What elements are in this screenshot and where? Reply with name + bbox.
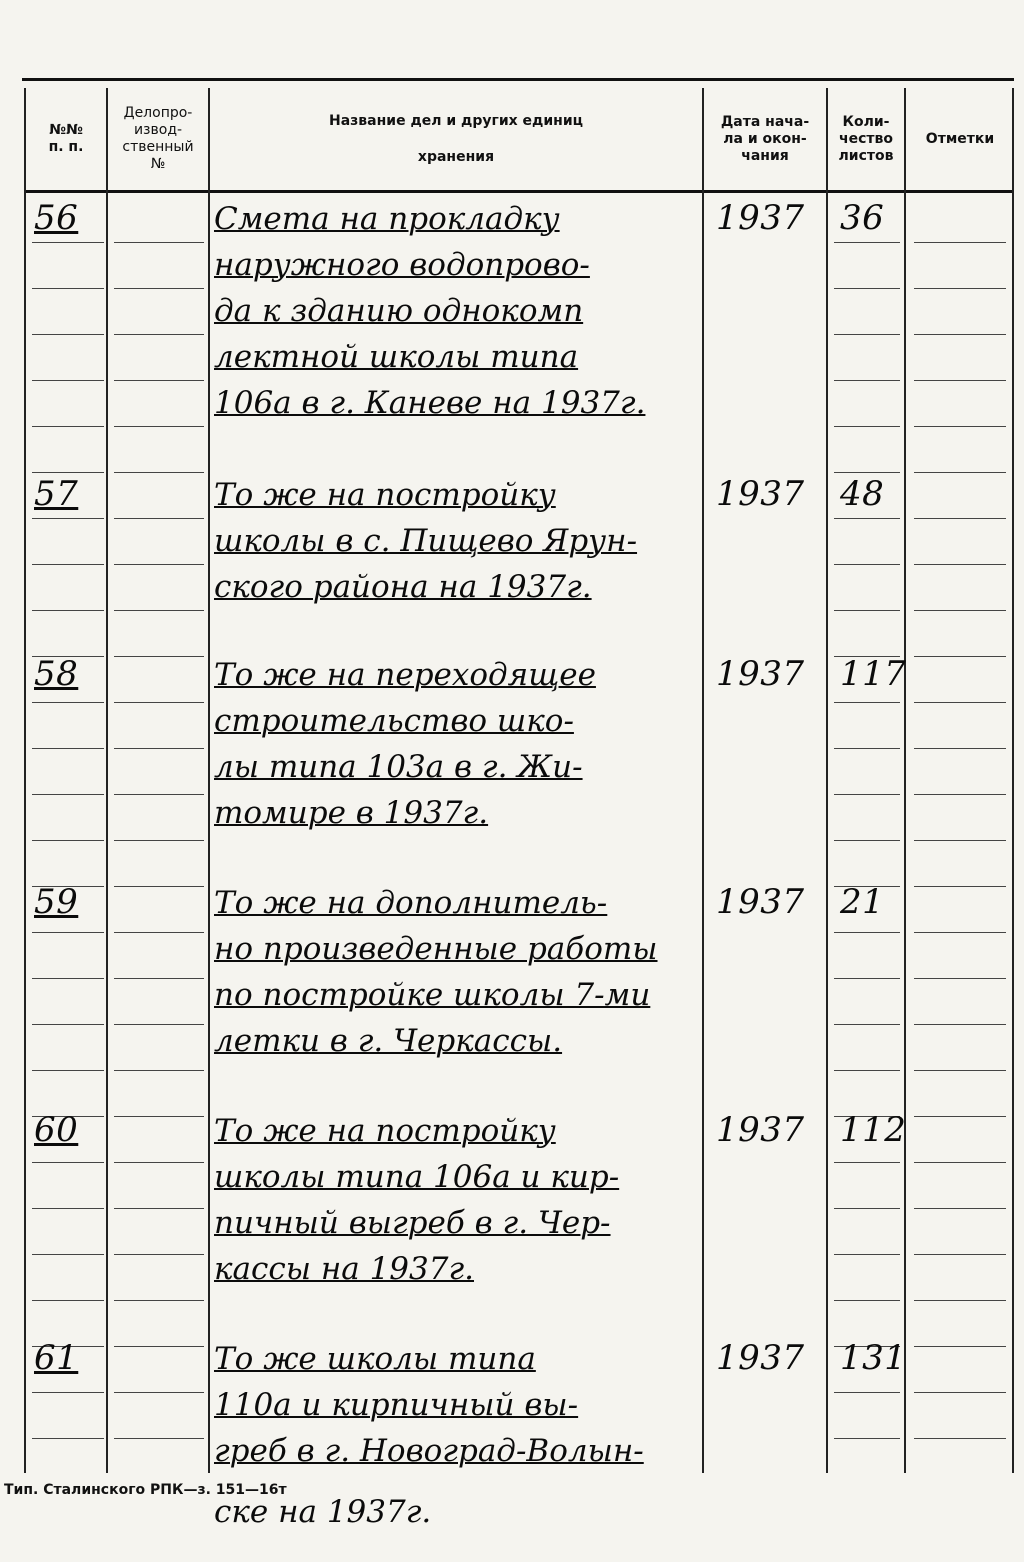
ruled-line <box>32 840 104 841</box>
header-office-num: Делопро- извод- ственный № <box>122 105 194 172</box>
ruled-line <box>914 518 1006 519</box>
entry-title-line: То же на дополнитель- <box>214 885 608 921</box>
ruled-line <box>914 1392 1006 1393</box>
entry-title-line: ского района на 1937г. <box>214 569 592 605</box>
header-sheet-count: Коли- чество листов <box>838 113 894 164</box>
entry-title-line: наружного водопрово- <box>214 247 590 283</box>
ruled-line <box>32 978 104 979</box>
ruled-line <box>834 1070 900 1071</box>
column-divider <box>24 88 26 1473</box>
entry-title-line: летки в г. Черкассы. <box>214 1023 563 1059</box>
ruled-line <box>834 1438 900 1439</box>
ruled-line <box>834 426 900 427</box>
ruled-line <box>114 288 204 289</box>
entry-year: 1937 <box>716 474 805 514</box>
ruled-line <box>914 472 1006 473</box>
ruled-line <box>834 610 900 611</box>
ruled-line <box>114 1208 204 1209</box>
ruled-line <box>834 1392 900 1393</box>
ruled-line <box>32 426 104 427</box>
ruled-line <box>914 1070 1006 1071</box>
ruled-line <box>114 794 204 795</box>
ruled-line <box>114 564 204 565</box>
ruled-line <box>114 472 204 473</box>
ruled-line <box>834 1254 900 1255</box>
entry-sheet-count: 36 <box>840 198 885 238</box>
ruled-line <box>114 748 204 749</box>
entry-year: 1937 <box>716 1110 805 1150</box>
column-divider <box>106 88 108 1473</box>
ruled-line <box>914 886 1006 887</box>
entry-title-line: да к зданию однокомп <box>214 293 584 329</box>
ruled-line <box>114 1116 204 1117</box>
ruled-line <box>914 794 1006 795</box>
entry-number: 57 <box>34 474 79 514</box>
ruled-line <box>114 702 204 703</box>
ruled-line <box>834 932 900 933</box>
entry-title-line: томире в 1937г. <box>214 795 489 831</box>
ruled-line <box>914 1024 1006 1025</box>
ruled-line <box>834 242 900 243</box>
ruled-line <box>32 1024 104 1025</box>
ruled-line <box>32 518 104 519</box>
entry-title-line: школы в с. Пищево Ярун- <box>214 523 638 559</box>
entry-title-line: Смета на прокладку <box>214 201 560 237</box>
ruled-line <box>914 656 1006 657</box>
ruled-line <box>32 472 104 473</box>
ruled-line <box>32 564 104 565</box>
entry-sheet-count: 131 <box>840 1338 907 1378</box>
ruled-line <box>834 518 900 519</box>
entry-title-line: То же школы типа <box>214 1341 536 1377</box>
column-divider <box>1012 88 1014 1473</box>
ruled-line <box>114 978 204 979</box>
ruled-line <box>914 1116 1006 1117</box>
ruled-line <box>834 702 900 703</box>
ruled-line <box>114 932 204 933</box>
column-divider <box>208 88 210 1473</box>
ruled-line <box>834 748 900 749</box>
ruled-line <box>32 1392 104 1393</box>
entry-title-line: То же на переходящее <box>214 657 596 693</box>
ruled-line <box>114 656 204 657</box>
entry-title-line: строительство шко- <box>214 703 574 739</box>
ruled-line <box>32 1438 104 1439</box>
ruled-line <box>32 288 104 289</box>
ruled-line <box>834 380 900 381</box>
ruled-line <box>914 334 1006 335</box>
ruled-line <box>32 1254 104 1255</box>
ruled-line <box>114 1300 204 1301</box>
ruled-line <box>32 1208 104 1209</box>
ruled-line <box>114 840 204 841</box>
entry-sheet-count: 112 <box>840 1110 907 1150</box>
entry-title-line: но произведенные работы <box>214 931 658 967</box>
ruled-line <box>914 380 1006 381</box>
entry-title-line: по постройке школы 7-ми <box>214 977 651 1013</box>
ruled-line <box>914 564 1006 565</box>
ruled-line <box>834 288 900 289</box>
entry-title-line: школы типа 106а и кир- <box>214 1159 620 1195</box>
ruled-line <box>914 840 1006 841</box>
ruled-line <box>914 932 1006 933</box>
ruled-line <box>834 840 900 841</box>
ruled-line <box>834 1162 900 1163</box>
entry-year: 1937 <box>716 198 805 238</box>
ruled-line <box>32 1300 104 1301</box>
ruled-line <box>834 1300 900 1301</box>
ruled-line <box>914 1162 1006 1163</box>
header-rule <box>26 190 1014 193</box>
ruled-line <box>32 748 104 749</box>
header-num: №№ п. п. <box>48 122 84 155</box>
ruled-line <box>914 978 1006 979</box>
ruled-line <box>914 702 1006 703</box>
ruled-line <box>914 1346 1006 1347</box>
entry-sheet-count: 48 <box>840 474 885 514</box>
ruled-line <box>114 1254 204 1255</box>
entry-number: 61 <box>34 1338 79 1378</box>
ruled-line <box>114 1070 204 1071</box>
ruled-line <box>114 1392 204 1393</box>
ruled-line <box>114 1024 204 1025</box>
ruled-line <box>114 1438 204 1439</box>
entry-year: 1937 <box>716 1338 805 1378</box>
entry-title-line: 110а и кирпичный вы- <box>214 1387 579 1423</box>
entry-title-line: лектной школы типа <box>214 339 579 375</box>
ruled-line <box>114 426 204 427</box>
ruled-line <box>114 242 204 243</box>
ruled-line <box>114 886 204 887</box>
ruled-line <box>914 1208 1006 1209</box>
header-dates: Дата нача- ла и окон- чания <box>720 113 810 164</box>
ruled-line <box>32 610 104 611</box>
ruled-line <box>114 610 204 611</box>
entry-number: 59 <box>34 882 79 922</box>
ruled-line <box>834 978 900 979</box>
entry-number: 56 <box>34 198 79 238</box>
ruled-line <box>914 426 1006 427</box>
ruled-line <box>114 334 204 335</box>
ruled-line <box>834 794 900 795</box>
ruled-line <box>32 1162 104 1163</box>
entry-title-line: греб в г. Новоград-Волын- <box>214 1433 644 1469</box>
header-notes: Отметки <box>925 130 995 147</box>
ruled-line <box>914 288 1006 289</box>
entry-sheet-count: 21 <box>840 882 885 922</box>
entry-year: 1937 <box>716 882 805 922</box>
printer-imprint: Тип. Сталинского РПК—з. 151—16т <box>4 1482 287 1498</box>
ruled-line <box>914 748 1006 749</box>
ruled-line <box>114 1162 204 1163</box>
header-title: Название дел и других единиц хранения <box>328 113 584 165</box>
column-divider <box>826 88 828 1473</box>
entry-title-line: То же на постройку <box>214 477 556 513</box>
ruled-line <box>32 242 104 243</box>
ruled-line <box>914 1254 1006 1255</box>
ruled-line <box>914 610 1006 611</box>
entry-year: 1937 <box>716 654 805 694</box>
ruled-line <box>114 380 204 381</box>
ruled-line <box>32 932 104 933</box>
ruled-line <box>834 472 900 473</box>
ruled-line <box>834 334 900 335</box>
ruled-line <box>32 380 104 381</box>
entry-title-line: лы типа 103а в г. Жи- <box>214 749 583 785</box>
ruled-line <box>834 1208 900 1209</box>
ruled-line <box>114 518 204 519</box>
ruled-line <box>32 702 104 703</box>
ruled-line <box>914 242 1006 243</box>
column-divider <box>904 88 906 1473</box>
ruled-line <box>914 1300 1006 1301</box>
entry-title-line: 106а в г. Каневе на 1937г. <box>214 385 646 421</box>
entry-sheet-count: 117 <box>840 654 907 694</box>
entry-number: 60 <box>34 1110 79 1150</box>
ruled-line <box>32 334 104 335</box>
ruled-line <box>834 1024 900 1025</box>
ruled-line <box>834 564 900 565</box>
entry-title-line: То же на постройку <box>214 1113 556 1149</box>
entry-title-line: кассы на 1937г. <box>214 1251 474 1287</box>
entry-title-line: пичный выгреб в г. Чер- <box>214 1205 611 1241</box>
ruled-line <box>114 1346 204 1347</box>
ruled-line <box>32 1070 104 1071</box>
ruled-line <box>32 794 104 795</box>
entry-61-continuation: ске на 1937г. <box>214 1494 432 1530</box>
ruled-line <box>914 1438 1006 1439</box>
entry-number: 58 <box>34 654 79 694</box>
